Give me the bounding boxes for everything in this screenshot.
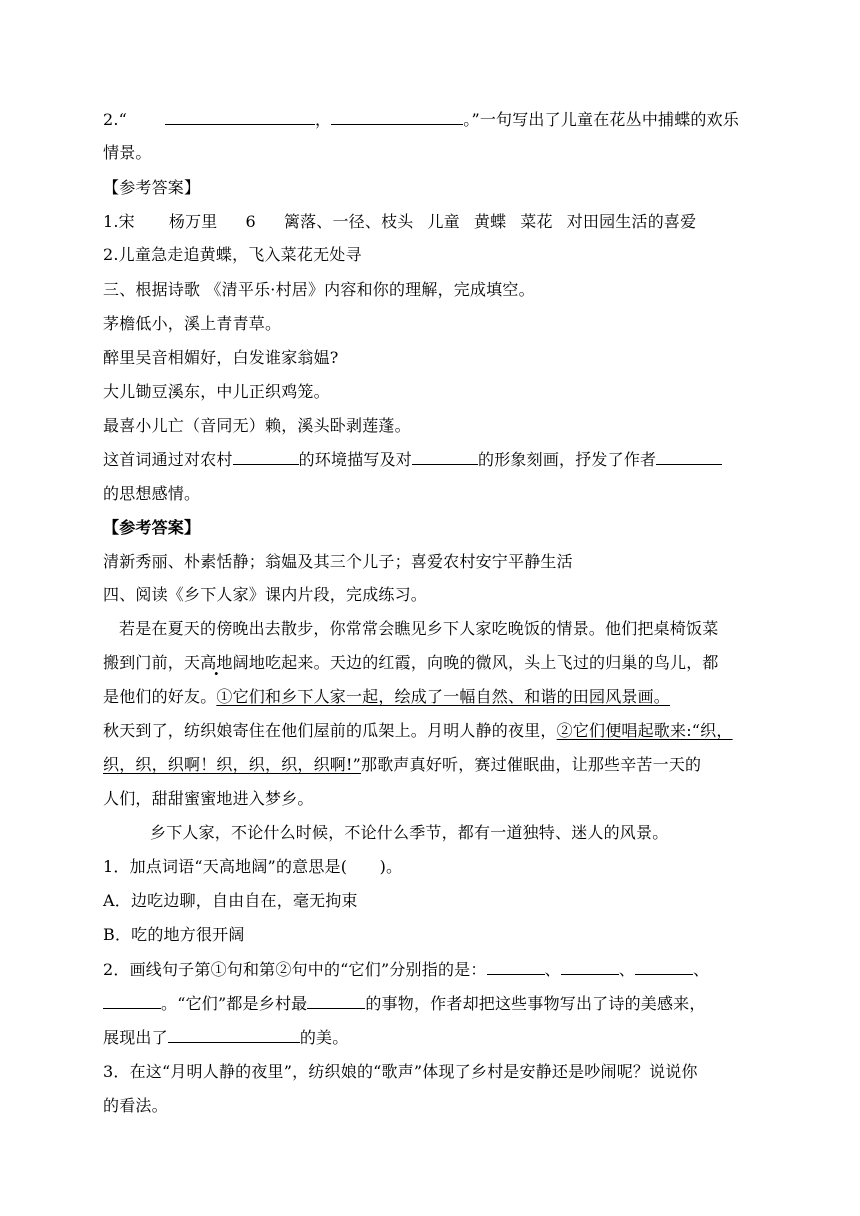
text: 。“它们”都是乡村最	[161, 994, 308, 1013]
question-2-line-3	[103, 1028, 348, 1048]
option-a: A．边吃边聊，自由自在，毫无拘束	[103, 891, 358, 910]
passage-line: 若是在夏天的傍晚出去散步，你常常会瞧见乡下人家吃晚饭的情景。他们把桌椅饭菜	[119, 619, 719, 638]
text: 是他们的好友。	[103, 687, 217, 706]
reference-answer-heading: 【参考答案】	[103, 518, 201, 537]
text: 的环境描写及对	[298, 450, 413, 469]
text: 的事物，作者却把这些事物写出了诗的美感来，	[365, 994, 706, 1013]
text: 。”一句写出了儿童在花丛中捕蝶的欢乐	[463, 110, 740, 129]
fill-blank-line	[103, 450, 722, 470]
poem-line: 茅檐低小，溪上青青草。	[103, 314, 282, 333]
text: 的形象刻画，抒发了作者	[478, 450, 657, 469]
question-3-line-2: 的看法。	[103, 1096, 168, 1115]
answer-line: 清新秀丽、朴素恬静；翁媪及其三个儿子；喜爱农村安宁平静生活	[103, 552, 573, 571]
answer-blank	[165, 110, 315, 125]
answer-line-2: 2.儿童急走追黄蝶，飞入菜花无处寻	[103, 245, 362, 264]
underlined-sentence-1: ①它们和乡下人家一起，绘成了一幅自然、和谐的田园风景画。	[216, 687, 671, 706]
answer-blank	[233, 450, 299, 465]
answer-blank	[168, 1028, 300, 1043]
answer-item: 菜花	[520, 212, 553, 231]
passage-line	[103, 721, 733, 741]
answer-item: 儿童	[427, 212, 460, 231]
section-4-title: 四、阅读《乡下人家》课内片段，完成练习。	[103, 585, 428, 604]
text: 地吃起来。天边的红霞，向晚的微风，头上飞过的归巢的鸟儿，都	[248, 653, 719, 672]
text: 展现出了	[103, 1028, 168, 1047]
poem-line: 最喜小儿亡（音同无）赖，溪头卧剥莲蓬。	[103, 416, 411, 435]
reference-answer-heading: 【参考答案】	[103, 178, 201, 197]
answer-blank	[331, 110, 463, 125]
answer-blank	[656, 450, 722, 465]
answer-item: 对田园生活的喜爱	[566, 212, 697, 231]
question-1: 1．加点词语“天高地阔”的意思是( )。	[103, 857, 403, 876]
text: ，	[315, 110, 332, 129]
text: 的美。	[299, 1028, 349, 1047]
answer-item: 篱落、一径、枝头	[283, 212, 414, 231]
option-b: B．吃的地方很开阔	[103, 925, 245, 944]
answer-item: 1.宋	[103, 212, 135, 231]
section-3-title: 三、根据诗歌 《清平乐·村居》内容和你的理解，完成填空。	[103, 280, 535, 299]
answer-item: 杨万里	[168, 212, 218, 231]
fill-blank-line-2: 的思想感情。	[103, 484, 201, 503]
question-2-line-2: 情景。	[103, 143, 152, 162]
question-3: 3．在这“月明人静的夜里”，纺织娘的“歌声”体现了乡村是安静还是吵闹呢？说说你	[103, 1062, 698, 1081]
text: 、	[692, 960, 710, 979]
question-2-line-2	[103, 994, 706, 1014]
answer-item: 6	[245, 212, 256, 231]
underlined-sentence-2: 织，织，织啊！织，织，织，织啊!”	[103, 755, 362, 774]
text: 搬到门前，	[103, 653, 185, 672]
passage-line: 人们，甜甜蜜蜜地进入梦乡。	[103, 789, 314, 808]
text: 2.“	[103, 110, 128, 129]
passage-line	[103, 687, 670, 707]
passage-line: 乡下人家，不论什么时候，不论什么季节，都有一道独特、迷人的风景。	[150, 823, 669, 842]
text: 、	[544, 960, 561, 979]
answer-blank	[487, 960, 545, 975]
text: 2．画线句子第①句和第②句中的“它们”分别指的是：	[103, 960, 487, 979]
answer-blank	[635, 960, 693, 975]
poem-line: 大儿锄豆溪东，中儿正织鸡笼。	[103, 382, 330, 401]
underlined-sentence-2: ②它们便唱起歌来:“织，	[556, 721, 733, 740]
poem-line: 醉里吴音相媚好，白发谁家翁媪?	[103, 348, 339, 367]
answer-blank	[412, 450, 478, 465]
answer-item: 黄蝶	[473, 212, 507, 231]
passage-line	[103, 755, 701, 775]
text: 秋天到了，纺织娘寄住在他们屋前的瓜架上。月明人静的夜里，	[103, 721, 557, 740]
question-2	[103, 960, 709, 980]
answer-line-1	[103, 212, 696, 232]
question-2-line	[103, 110, 739, 130]
text: 这首词通过对农村	[103, 450, 233, 469]
dotted-word: 天高地阔	[184, 653, 249, 672]
passage-line	[103, 653, 719, 673]
answer-blank	[307, 994, 365, 1009]
answer-blank	[561, 960, 619, 975]
text: 、	[618, 960, 635, 979]
answer-blank	[103, 994, 161, 1009]
text: 那歌声真好听，赛过催眠曲，让那些辛苦一天的	[361, 755, 702, 774]
